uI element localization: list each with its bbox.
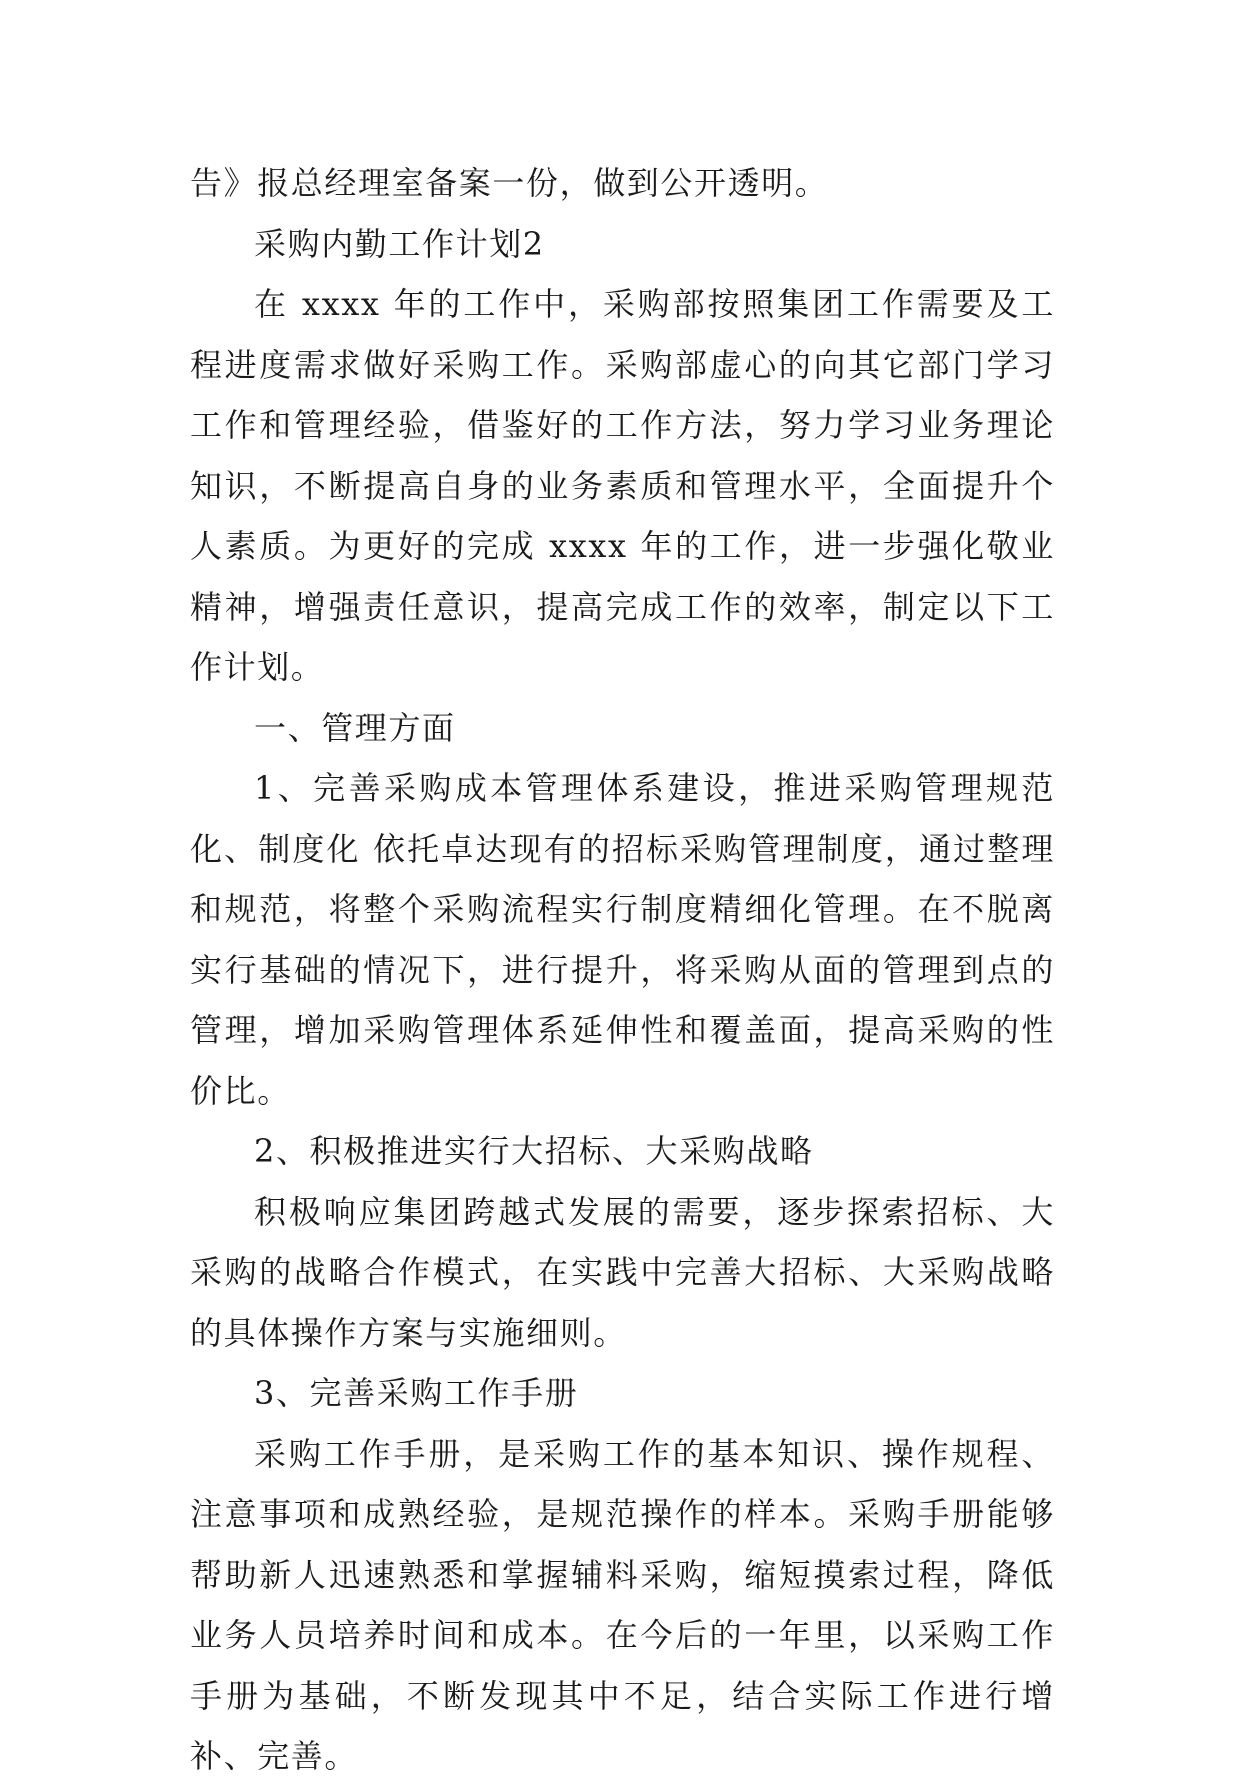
paragraph-intro: 在 xxxx 年的工作中，采购部按照集团工作需要及工程进度需求做好采购工作。采购部虚心的向其它部门学习工作和管理经验，借鉴好的工作方法，努力学习业务理论知识，不断提高自身的业务素质和管理水平，全面提升个人素质。为更好的完成 xxxx 年的工作，进一步强化敬业精神，增强责任意识，提高完成工作的效率，制定以下工作计划。	[190, 285, 1055, 686]
document-body	[190, 153, 1055, 1787]
heading-item-2: 2、积极推进实行大招标、大采购战略	[254, 1132, 814, 1170]
heading-item-3: 3、完善采购工作手册	[254, 1374, 579, 1412]
paragraph-item-2: 积极响应集团跨越式发展的需要，逐步探索招标、大采购的战略合作模式，在实践中完善大招标、大采购战略的具体操作方案与实施细则。	[190, 1192, 1055, 1352]
heading-management: 一、管理方面	[254, 708, 456, 747]
paragraph-item-1: 1、完善采购成本管理体系建设，推进采购管理规范化、制度化 依托卓达现有的招标采购管理制度，通过整理和规范，将整个采购流程实行制度精细化管理。在不脱离实行基础的情况下，进行提升，将采购从面的管理到点的管理，增加采购管理体系延伸性和覆盖面，提高采购的性价比。	[190, 769, 1055, 1110]
paragraph-continuation: 告》报总经理室备案一份，做到公开透明。	[190, 164, 829, 202]
paragraph-item-3: 采购工作手册，是采购工作的基本知识、操作规程、注意事项和成熟经验，是规范操作的样本。采购手册能够帮助新人迅速熟悉和掌握辅料采购，缩短摸索过程，降低业务人员培养时间和成本。在今后的一年里，以采购工作手册为基础，不断发现其中不足，结合实际工作进行增补、完善。	[190, 1434, 1055, 1775]
section-title: 采购内勤工作计划2	[254, 224, 545, 263]
